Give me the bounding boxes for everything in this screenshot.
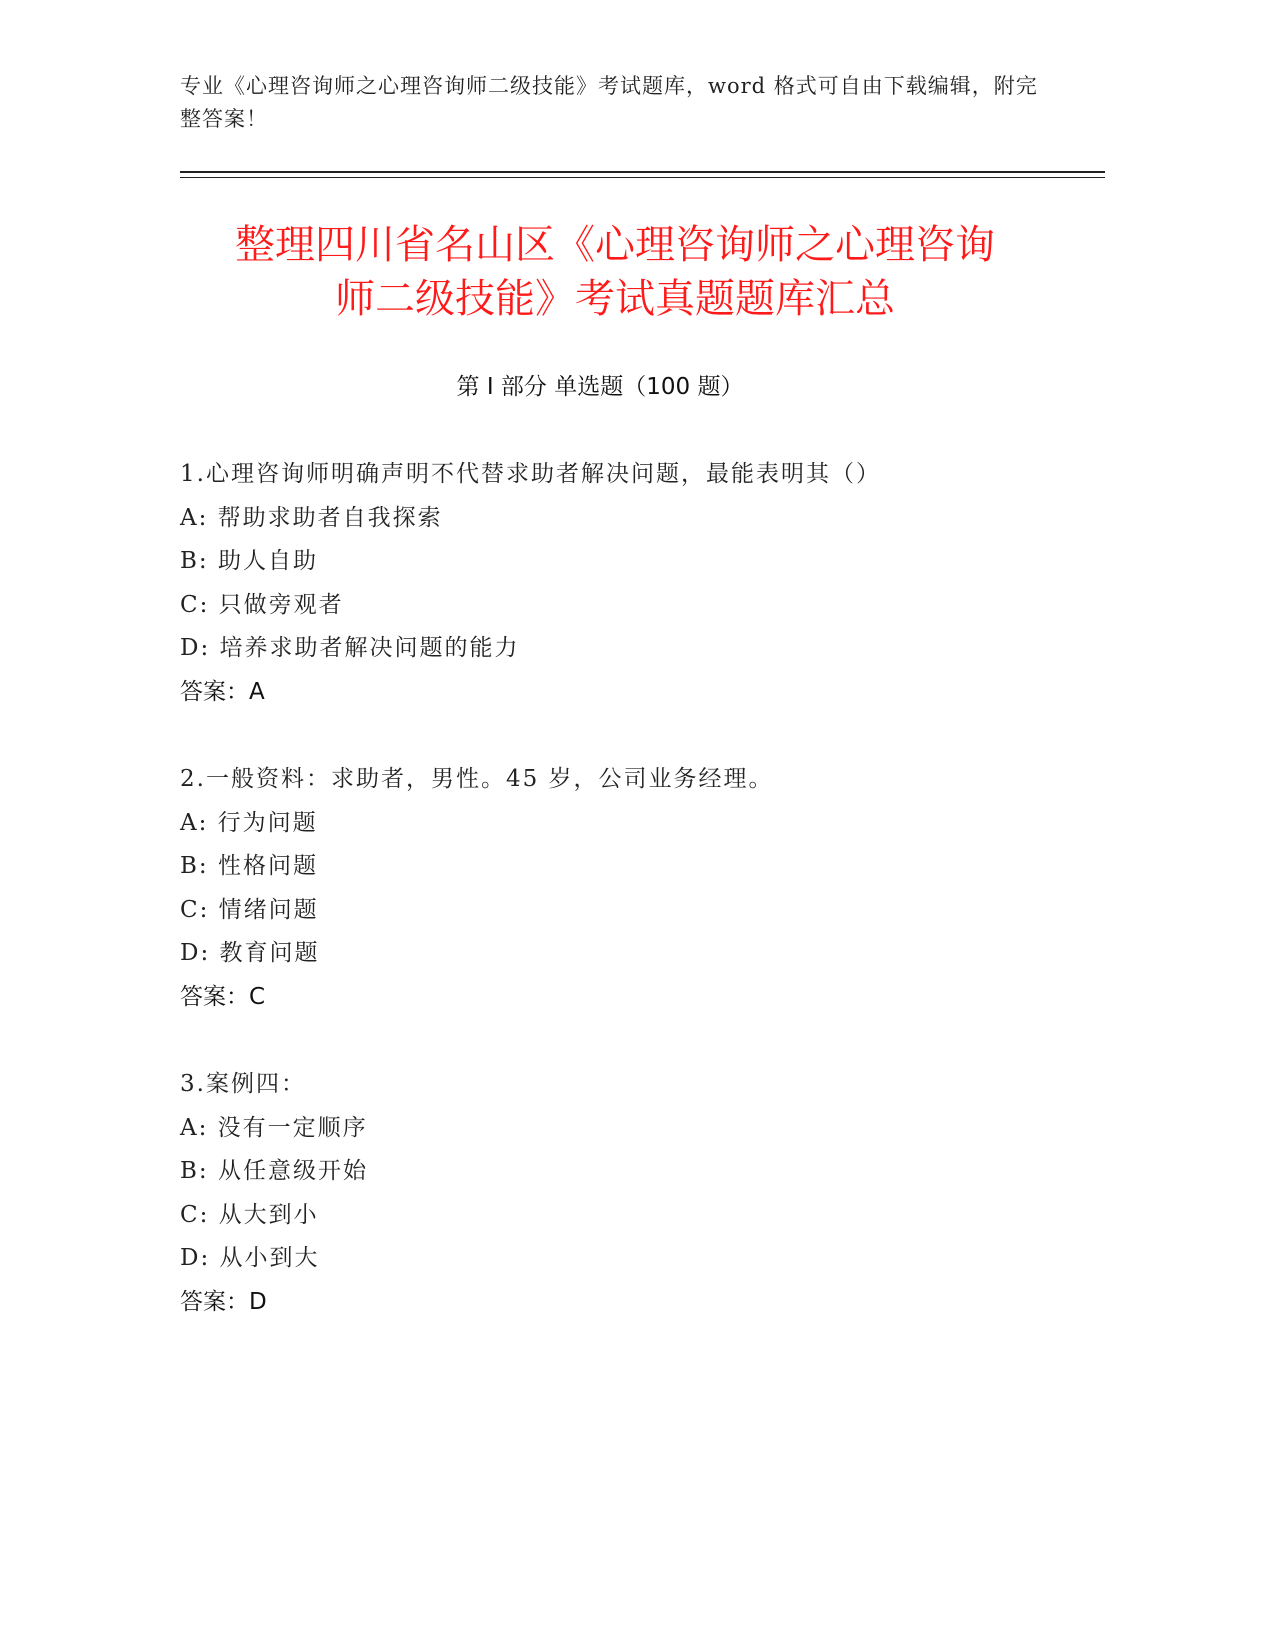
option-d: D: 培养求助者解决问题的能力 <box>180 635 520 661</box>
question-2 <box>180 758 1080 1019</box>
question-stem: 1.心理咨询师明确声明不代替求助者解决问题，最能表明其（） <box>180 461 881 487</box>
option-b: B: 从任意级开始 <box>180 1158 368 1184</box>
document-title-line-2: 师二级技能》考试真题题库汇总 <box>335 276 895 322</box>
section-heading: 第 I 部分 单选题（100 题） <box>456 374 744 400</box>
option-c: C: 只做旁观者 <box>180 591 344 618</box>
header-note: 专业《心理咨询师之心理咨询师二级技能》考试题库，word 格式可自由下载编辑，附完整答案！ <box>180 74 1038 131</box>
question-stem: 3.案例四： <box>180 1071 306 1097</box>
option-c: C: 从大到小 <box>180 1201 319 1228</box>
answer: 答案：C <box>180 983 266 1010</box>
header-divider-thick <box>180 171 1105 173</box>
question-1 <box>180 453 1080 714</box>
document-title <box>150 218 1080 326</box>
answer: 答案：A <box>180 678 265 705</box>
option-d: D: 教育问题 <box>180 940 320 966</box>
option-a: A: 行为问题 <box>180 809 318 836</box>
option-b: B: 性格问题 <box>180 853 318 879</box>
document-title-line-1: 整理四川省名山区《心理咨询师之心理咨询 <box>235 222 995 268</box>
question-3 <box>180 1063 1080 1324</box>
option-b: B: 助人自助 <box>180 548 318 574</box>
option-d: D: 从小到大 <box>180 1245 320 1271</box>
header-divider-thin <box>180 177 1105 178</box>
option-a: A: 帮助求助者自我探索 <box>180 504 443 531</box>
question-stem: 2.一般资料：求助者，男性。45 岁，公司业务经理。 <box>180 766 774 792</box>
option-a: A: 没有一定顺序 <box>180 1114 368 1141</box>
option-c: C: 情绪问题 <box>180 896 319 923</box>
answer: 答案：D <box>180 1288 267 1315</box>
